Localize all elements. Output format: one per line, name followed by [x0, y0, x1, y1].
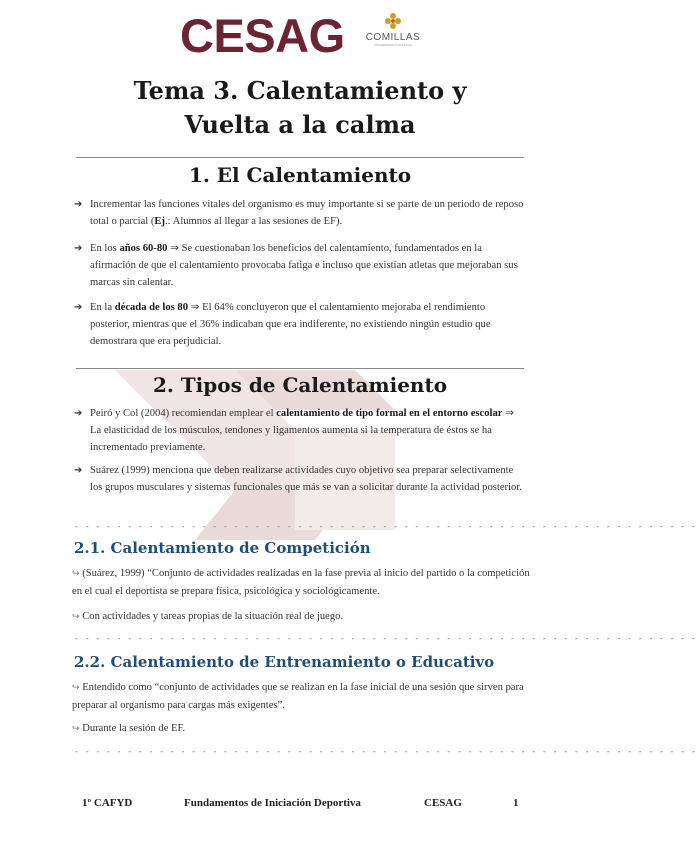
divider — [76, 157, 524, 158]
section-heading: 1. El Calentamiento — [188, 163, 412, 187]
document-title — [80, 74, 520, 142]
arrow-icon: ➔ — [74, 302, 83, 313]
footer-course: 1º CAFYD — [82, 797, 133, 809]
title-line-2: Vuelta a la calma — [184, 110, 416, 139]
dashed-separator: - - - - - - - - - - - - - - - - - - - - - - - - - - - - - - - - - - - - - - - - - - - - - - - - - - - - - - - - - - - — [74, 747, 696, 757]
dashed-separator: - - - - - - - - - - - - - - - - - - - - - - - - - - - - - - - - - - - - - - - - - - - - - - - - - - - - - - - - - - - — [74, 522, 696, 532]
title-line-1: Tema 3. Calentamiento y — [133, 76, 467, 105]
comillas-subtitle: UNIVERSIDAD PONTIFICIA — [373, 43, 413, 47]
hook-arrow-icon: ↪ — [72, 569, 80, 579]
bullet-item: ➔ En los años 60-80 ⇒ Se cuestionaban los beneficios del calentamiento, fundamentados en la afirmación de que el calentamiento provocaba fatiga e incluso que existían atletas que mejoraban sus marcas sin calentar. — [74, 240, 526, 291]
footer-subject: Fundamentos de Iniciación Deportiva — [184, 797, 361, 809]
arrow-icon: ➔ — [74, 408, 83, 419]
divider — [76, 368, 524, 369]
arrow-icon: ➔ — [74, 199, 83, 210]
arrow-icon: ➔ — [74, 465, 83, 476]
paragraph: ↪ Entendido como “conjunto de actividades que se realizan en la fase inicial de una sesión que sirven para preparar al organismo para cargas más exigentes”. — [72, 682, 524, 711]
bullet-item: ➔ Peiró y Col (2004) recomiendan emplear el calentamiento de tipo formal en el entorno escolar ⇒ La elasticidad de los músculos, tendones y ligamentos aumenta si la temperatura de éstos se ha incrementado previamente. — [74, 405, 526, 456]
subsection-heading: 2.1. Calentamiento de Competición — [74, 539, 371, 557]
hook-arrow-icon: ↪ — [72, 724, 80, 734]
cesag-logo: CESAG — [180, 9, 345, 62]
comillas-logo — [360, 10, 426, 60]
footer-org: CESAG — [424, 797, 462, 809]
hook-arrow-icon: ↪ — [72, 612, 80, 622]
footer-page-number: 1 — [513, 797, 519, 809]
bullet-item: ➔ Incrementar las funciones vitales del organismo es muy importante si se parte de un periodo de reposo total o parcial (Ej.: Alumnos al llegar a las sesiones de EF). — [74, 196, 526, 230]
paragraph: ↪ (Suárez, 1999) “Conjunto de actividades realizadas en la fase previa al inicio del partido o la competición en el cual el deportista se prepara física, psicológica y sociológicamente. — [72, 568, 530, 597]
bullet-item: ➔ En la década de los 80 ⇒ El 64% concluyeron que el calentamiento mejoraba el rendimiento posterior, mientras que el 36% indicaban que era indiferente, no existiendo ningún estudio que demostrara que era perjudicial. — [74, 299, 526, 350]
bullet-item: ➔ Suárez (1999) menciona que deben realizarse actividades cuyo objetivo sea preparar selectivamente los grupos musculares y sistemas funcionales que más se van a solicitar durante la actividad posterior. — [74, 462, 526, 496]
comillas-wordmark: COMILLAS — [365, 32, 421, 43]
dashed-separator: - - - - - - - - - - - - - - - - - - - - - - - - - - - - - - - - - - - - - - - - - - - - - - - - - - - - - - - - - - - — [74, 634, 696, 644]
hook-arrow-icon: ↪ — [72, 683, 80, 693]
comillas-crest-icon — [382, 10, 404, 32]
subsection-heading: 2.2. Calentamiento de Entrenamiento o Educativo — [74, 653, 495, 671]
paragraph: ↪ Con actividades y tareas propias de la situación real de juego. — [72, 611, 344, 622]
paragraph: ↪ Durante la sesión de EF. — [72, 723, 186, 734]
section-heading: 2. Tipos de Calentamiento — [152, 373, 448, 397]
arrow-icon: ➔ — [74, 243, 83, 254]
